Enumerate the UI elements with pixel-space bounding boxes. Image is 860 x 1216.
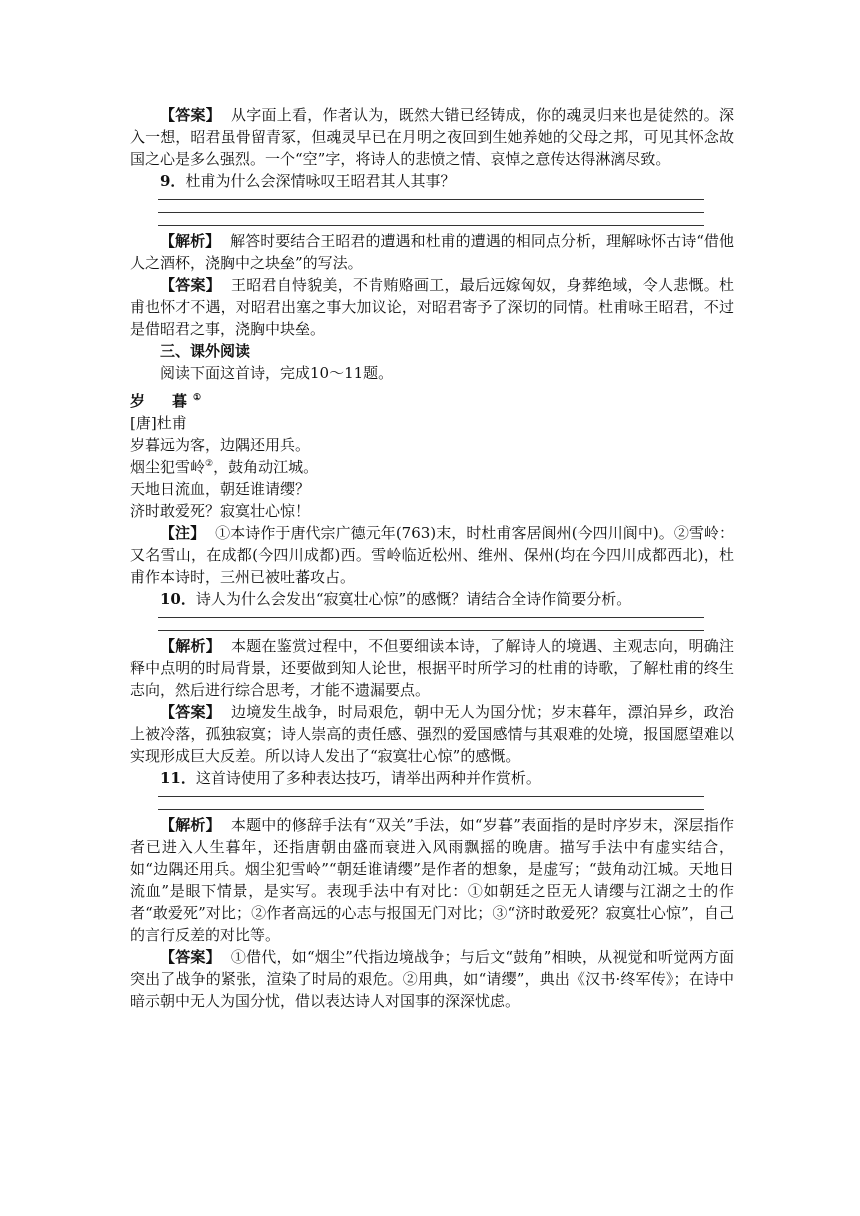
section-heading: 三、课外阅读 [160, 342, 251, 360]
poem-line: 济时敢爱死？寂寞壮心惊！ [130, 502, 311, 520]
answer-line [158, 199, 704, 200]
answer-line [158, 225, 704, 226]
answer-line [158, 809, 704, 810]
document-body [130, 104, 734, 1012]
poem-title: 岁 暮① [130, 392, 208, 410]
poem-line: 烟尘犯雪岭②，鼓角动江城。 [130, 458, 319, 476]
analysis-9: 【解析】 解答时要结合王昭君的遭遇和杜甫的遭遇的相同点分析，理解咏怀古诗“借他人之酒杯，浇胸中之块垒”的写法。 [130, 232, 734, 272]
question-9: 9．杜甫为什么会深情咏叹王昭君其人其事？ [160, 172, 456, 190]
answer-11: 【答案】 ①借代，如“烟尘”代指边境战争；与后文“鼓角”相映，从视觉和听觉两方面突出了战争的紧张，渲染了时局的艰危。②用典，如“请缨”，典出《汉书·终军传》；在诗中暗示朝中无人为国分忧，借以表达诗人对国事的深深忧虑。 [130, 948, 734, 1010]
answer-line [158, 617, 704, 618]
analysis-10: 【解析】 本题在鉴赏过程中，不但要细读本诗，了解诗人的境遇、主观志向，明确注释中点明的时局背景，还要做到知人论世，根据平时所学习的杜甫的诗歌，了解杜甫的终生志向，然后进行综合思考，才能不遗漏要点。 [130, 637, 734, 699]
poem-author: [唐]杜甫 [130, 414, 187, 432]
question-11: 11．这首诗使用了多种表达技巧，请举出两种并作赏析。 [160, 769, 541, 787]
poem [130, 390, 734, 522]
poem-notes: 【注】 ①本诗作于唐代宗广德元年(763)末，时杜甫客居阆州(今四川阆中)。②雪岭：又名雪山，在成都(今四川成都)西。雪岭临近松州、维州、保州(均在今四川成都西北)，杜甫作本诗时，三州已被吐蕃攻占。 [130, 524, 734, 586]
poem-line: 岁暮远为客，边隅还用兵。 [130, 436, 311, 454]
question-10: 10．诗人为什么会发出“寂寞壮心惊”的感慨？请结合全诗作简要分析。 [160, 590, 632, 608]
answer-10: 【答案】 边境发生战争，时局艰危，朝中无人为国分忧；岁末暮年，漂泊异乡，政治上被冷落，孤独寂寞；诗人崇高的责任感、强烈的爱国感情与其艰难的处境，报国愿望难以实现形成巨大反差。所以诗人发出了“寂寞壮心惊”的感慨。 [130, 703, 734, 765]
answer-lines-11 [130, 789, 734, 814]
answer-lines-9 [130, 192, 734, 230]
reading-instruction: 阅读下面这首诗，完成10～11题。 [160, 364, 394, 382]
answer-9: 【答案】 王昭君自恃貌美，不肯贿赂画工，最后远嫁匈奴，身葬绝域，令人悲慨。杜甫也怀才不遇，对昭君出塞之事大加议论，对昭君寄予了深切的同情。杜甫咏王昭君，不过是借昭君之事，浇胸中块垒。 [130, 276, 734, 338]
answer-lines-10 [130, 610, 734, 635]
answer-line [158, 630, 704, 631]
answer-8: 【答案】 从字面上看，作者认为，既然大错已经铸成，你的魂灵归来也是徒然的。深入一想，昭君虽骨留青冢，但魂灵早已在月明之夜回到生她养她的父母之邦，可见其怀念故国之心是多么强烈。一个“空”字，将诗人的悲愤之情、哀悼之意传达得淋漓尽致。 [130, 106, 734, 168]
answer-tag: 【答案】 [160, 106, 221, 124]
analysis-11: 【解析】 本题中的修辞手法有“双关”手法，如“岁暮”表面指的是时序岁末，深层指作者已进入人生暮年，还指唐朝由盛而衰进入风雨飘摇的晚唐。描写手法中有虚实结合，如“边隅还用兵。烟尘犯雪岭”“朝廷谁请缨”是作者的想象，是虚写；“鼓角动江城。天地日流血”是眼下情景，是实写。表现手法中有对比：①如朝廷之臣无人请缨与江湖之士的作者“敢爱死”对比；②作者高远的心志与报国无门对比；③“济时敢爱死？寂寞壮心惊”，自己的言行反差的对比等。 [130, 816, 734, 944]
poem-line: 天地日流血，朝廷谁请缨？ [130, 480, 311, 498]
answer-line [158, 796, 704, 797]
answer-line [158, 212, 704, 213]
